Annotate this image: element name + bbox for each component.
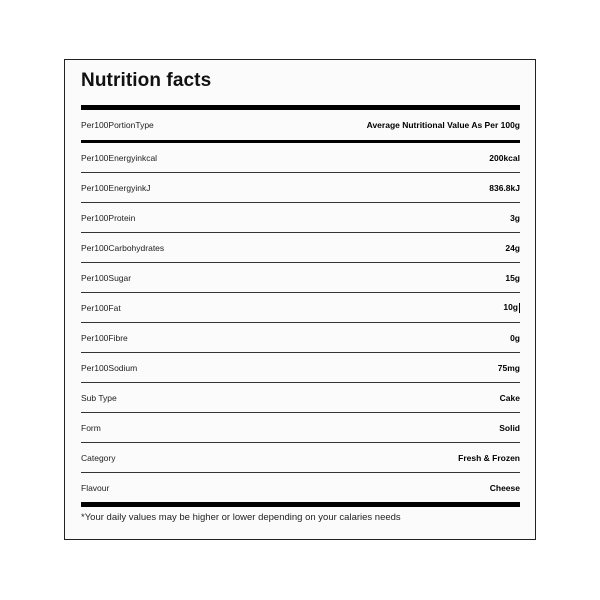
header-row-label: Per100PortionType [81, 120, 154, 130]
row-value: Cake [499, 392, 520, 403]
row-value: 200kcal [489, 152, 520, 163]
row-value: Fresh & Frozen [458, 452, 520, 463]
row-label: Sub Type [81, 392, 117, 403]
row-label: Per100Carbohydrates [81, 242, 165, 253]
row-value-wrap [503, 302, 520, 313]
nutrition-row-sugar [81, 263, 520, 293]
row-value: 24g [505, 242, 520, 253]
info-row-sub-type [81, 383, 520, 413]
nutrition-row-fibre [81, 323, 520, 353]
header-row [81, 110, 520, 140]
row-label: Per100Energyinkcal [81, 152, 158, 163]
nutrition-row-carbohydrates [81, 233, 520, 263]
row-label: Per100EnergyinkJ [81, 182, 151, 193]
row-value: Solid [499, 422, 520, 433]
nutrition-row-fat [81, 293, 520, 323]
row-label: Per100Protein [81, 212, 136, 223]
info-row-form [81, 413, 520, 443]
nutrition-row-energy-kcal [81, 143, 520, 173]
panel-title: Nutrition facts [81, 70, 212, 91]
row-label: Per100Fat [81, 302, 121, 313]
row-value: Cheese [489, 483, 520, 493]
row-value: 75mg [497, 362, 520, 373]
header-row-value: Average Nutritional Value As Per 100g [366, 120, 520, 130]
row-value: 15g [505, 272, 520, 283]
info-row-category [81, 443, 520, 473]
nutrition-facts-panel [64, 59, 536, 540]
info-row-flavour [81, 473, 520, 503]
footnote: *Your daily values may be higher or lower depending on your calaries needs [81, 512, 401, 523]
nutrition-row-energy-kj [81, 173, 520, 203]
row-label: Flavour [81, 483, 110, 493]
row-label: Per100Fibre [81, 332, 128, 343]
row-label: Per100Sodium [81, 362, 138, 373]
nutrition-row-protein [81, 203, 520, 233]
row-label: Category [81, 452, 116, 463]
row-value: 836.8kJ [489, 182, 520, 193]
nutrition-row-sodium [81, 353, 520, 383]
bottom-thick-divider [81, 502, 520, 507]
row-value: 10g [503, 302, 518, 313]
row-label: Per100Sugar [81, 272, 132, 283]
row-value: 3g [510, 212, 520, 223]
row-value: 0g [510, 332, 520, 343]
row-label: Form [81, 422, 101, 433]
text-cursor [519, 303, 520, 313]
